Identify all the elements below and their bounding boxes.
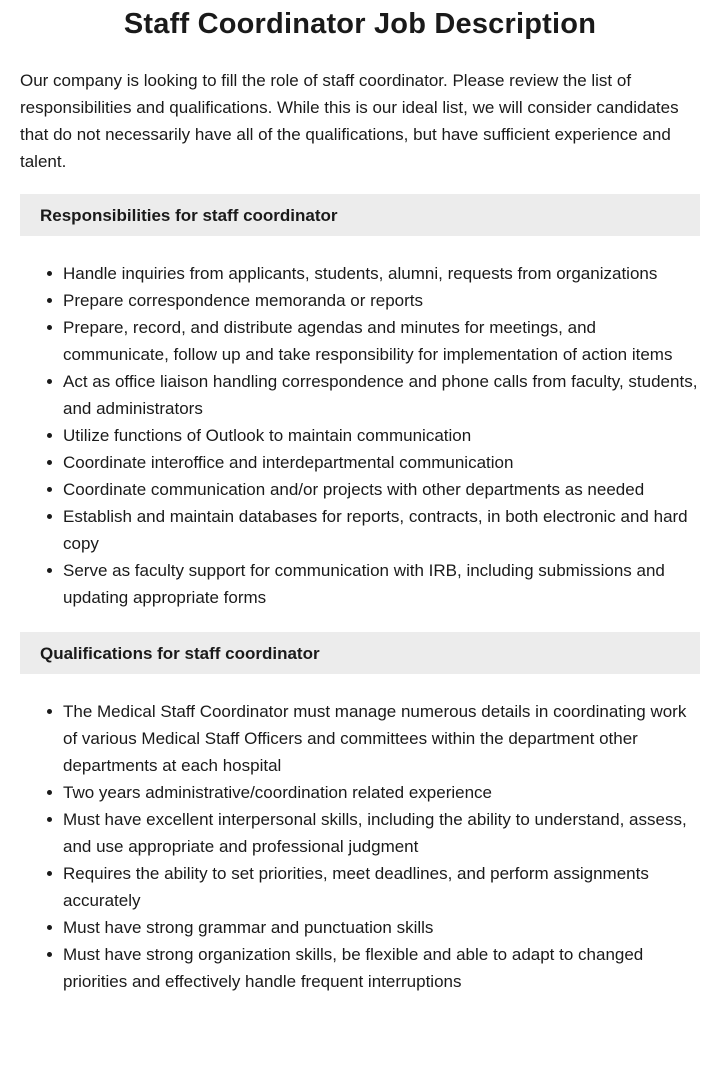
list-item: Must have strong organization skills, be flexible and able to adapt to changed priorities and effectively handle frequent interruptions <box>46 941 700 995</box>
qualifications-list <box>46 698 700 995</box>
page-title: Staff Coordinator Job Description <box>123 8 597 40</box>
section-heading-qualifications: Qualifications for staff coordinator <box>20 632 700 674</box>
section-heading-responsibilities: Responsibilities for staff coordinator <box>20 194 700 236</box>
list-item: Two years administrative/coordination related experience <box>46 779 700 806</box>
list-item: Must have strong grammar and punctuation skills <box>46 914 700 941</box>
list-item: Prepare, record, and distribute agendas and minutes for meetings, and communicate, follow up and take responsibility for implementation of action items <box>46 314 700 368</box>
list-item: Serve as faculty support for communication with IRB, including submissions and updating appropriate forms <box>46 557 700 611</box>
intro-paragraph: Our company is looking to fill the role of staff coordinator. Please review the list of responsibilities and qualifications. While this is our ideal list, we will consider candidates that do not necessarily have all of the qualifications, but have sufficient experience and talent. <box>20 71 679 171</box>
section-qualifications <box>20 632 700 995</box>
list-item: Prepare correspondence memoranda or reports <box>46 287 700 314</box>
list-item: Must have excellent interpersonal skills, including the ability to understand, assess, and use appropriate and professional judgment <box>46 806 700 860</box>
list-item: Act as office liaison handling correspondence and phone calls from faculty, students, and administrators <box>46 368 700 422</box>
list-item: Requires the ability to set priorities, meet deadlines, and perform assignments accurately <box>46 860 700 914</box>
section-responsibilities <box>20 194 700 611</box>
responsibilities-list <box>46 260 700 611</box>
list-item: Utilize functions of Outlook to maintain communication <box>46 422 700 449</box>
list-item: The Medical Staff Coordinator must manage numerous details in coordinating work of various Medical Staff Officers and committees within the department other departments at each hospital <box>46 698 700 779</box>
list-item: Coordinate communication and/or projects with other departments as needed <box>46 476 700 503</box>
list-item: Handle inquiries from applicants, students, alumni, requests from organizations <box>46 260 700 287</box>
list-item: Establish and maintain databases for reports, contracts, in both electronic and hard copy <box>46 503 700 557</box>
list-item: Coordinate interoffice and interdepartmental communication <box>46 449 700 476</box>
